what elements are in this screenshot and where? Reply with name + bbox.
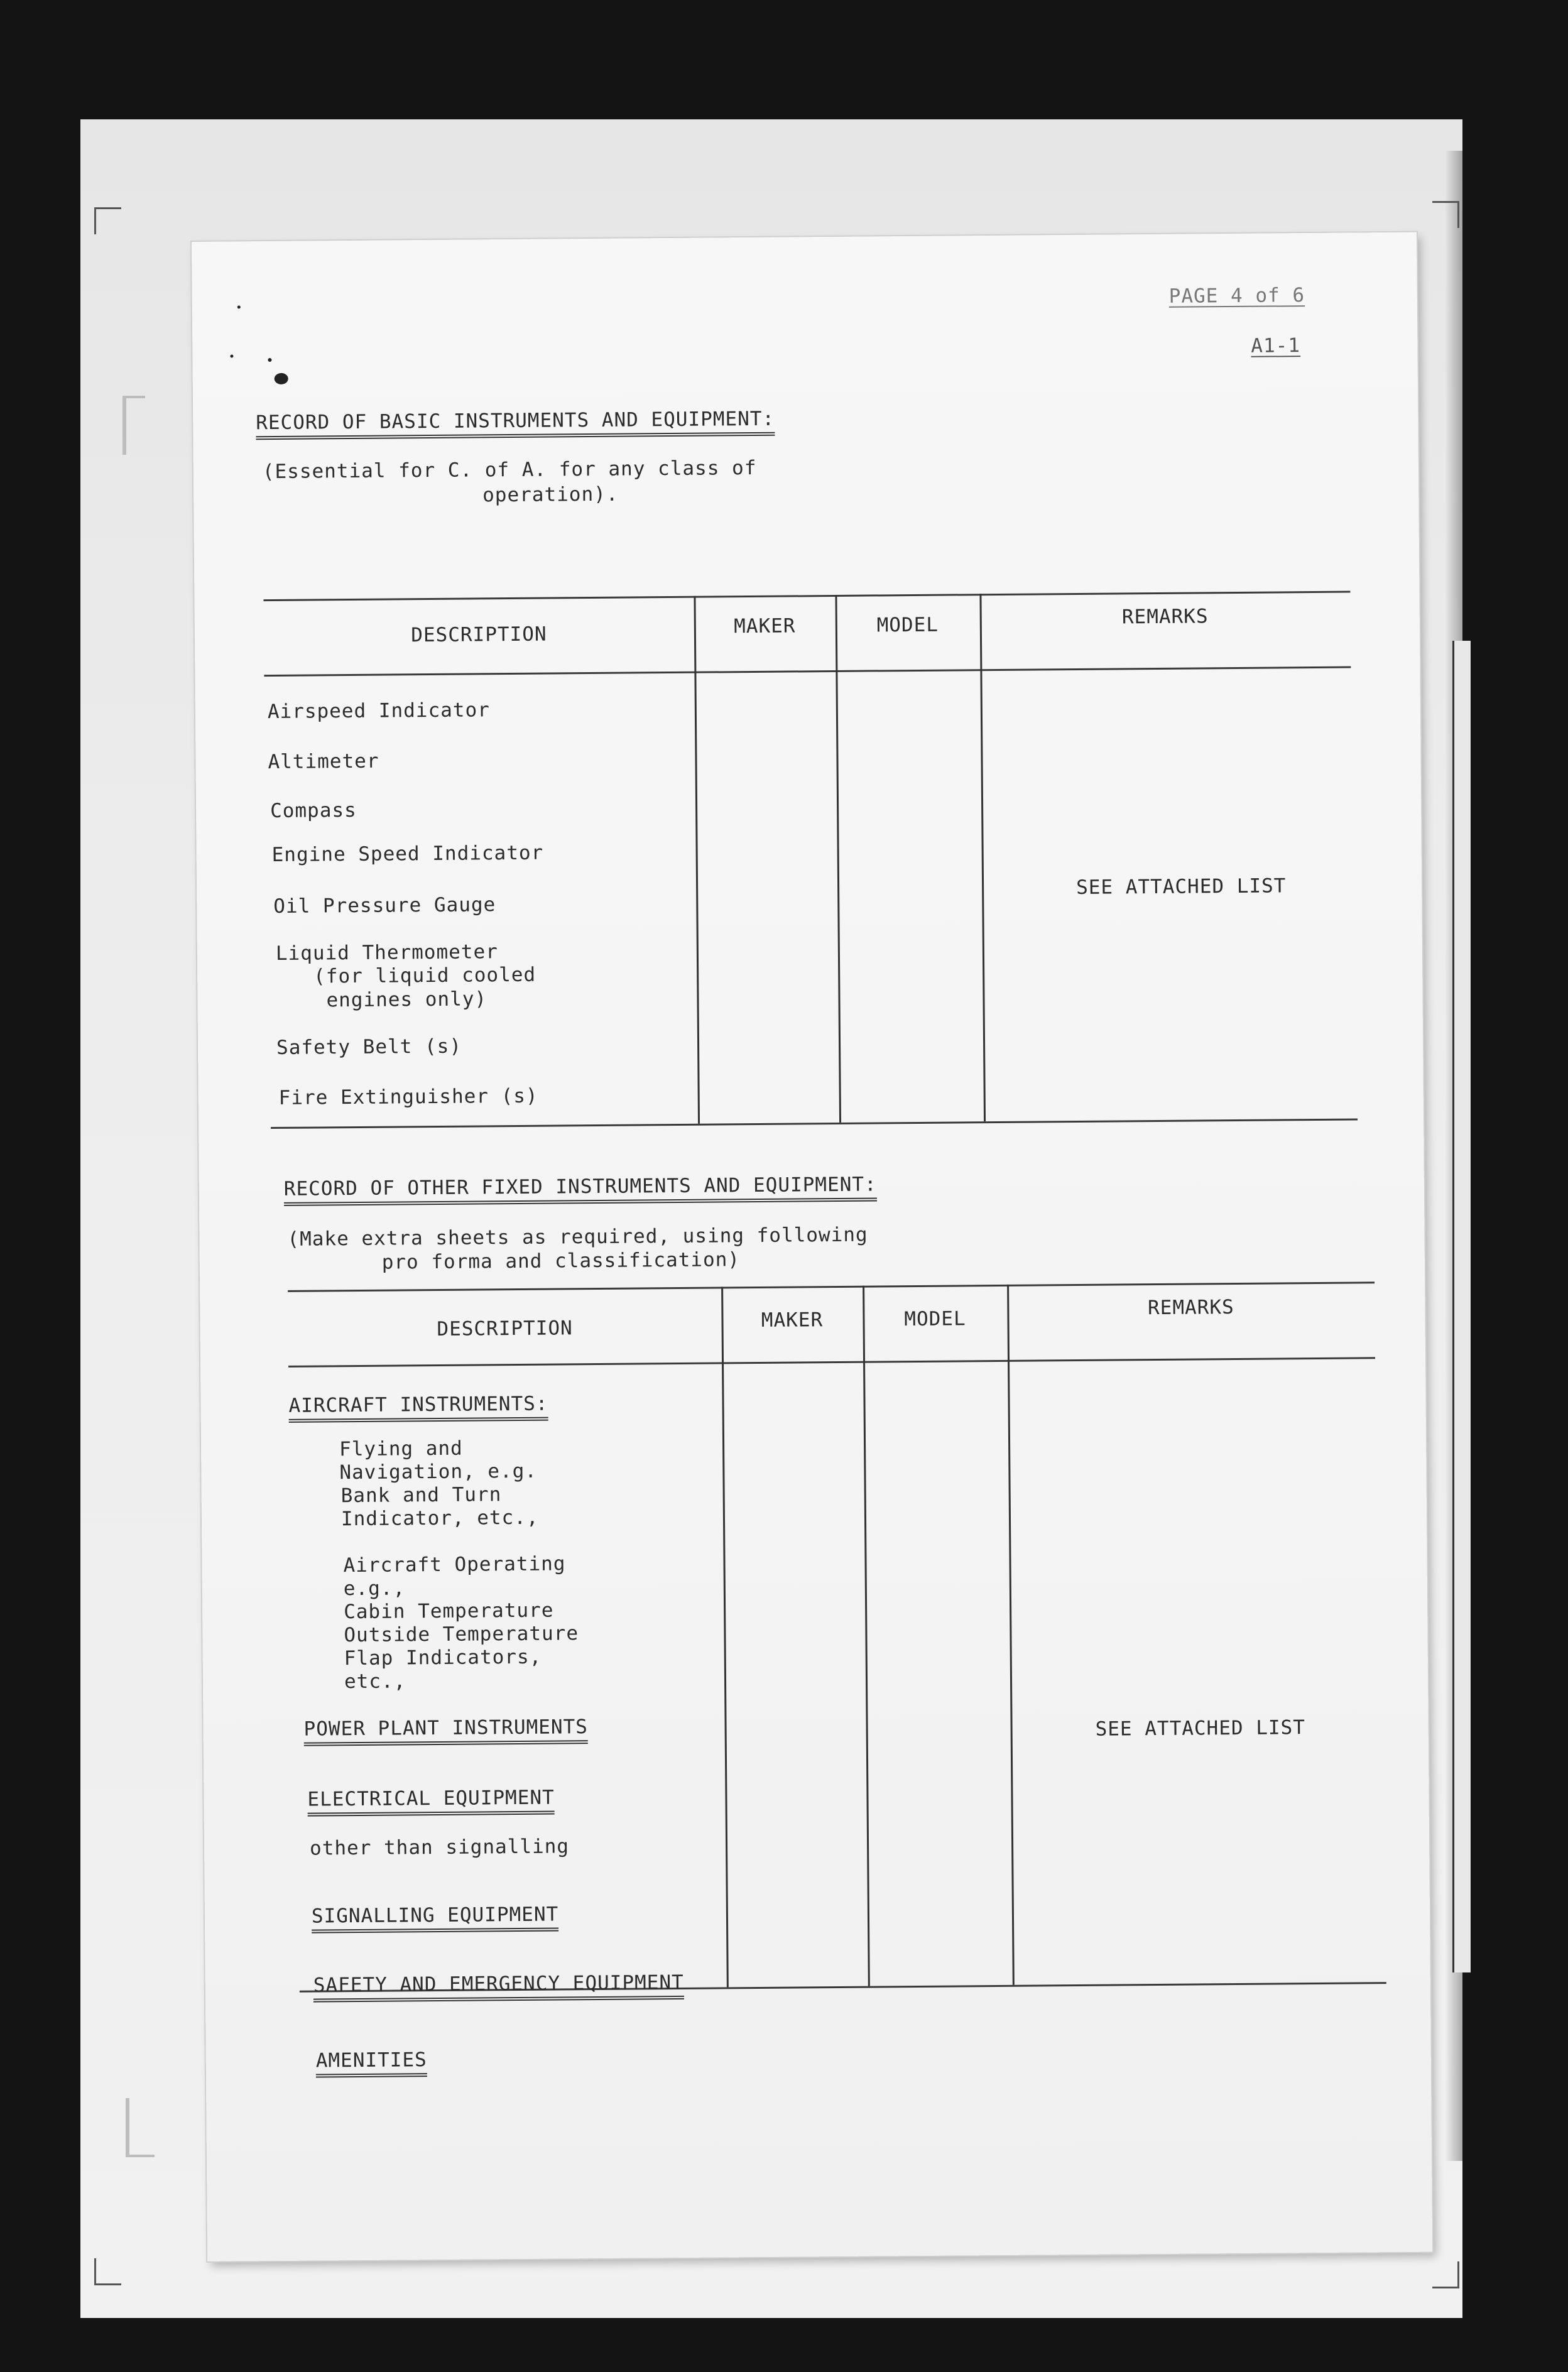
- sheet-edge-strip: [1452, 641, 1471, 1972]
- flying-line: Navigation, e.g.: [339, 1459, 538, 1484]
- section2-note-line1: (Make extra sheets as required, using following: [287, 1223, 868, 1251]
- section1-title: RECORD OF BASIC INSTRUMENTS AND EQUIPMENT:: [256, 407, 775, 440]
- section1-header-description: DESCRIPTION: [411, 623, 547, 647]
- ink-speck: [230, 354, 233, 357]
- crop-mark-top-left: [94, 207, 121, 234]
- section1-header-model: MODEL: [876, 613, 939, 637]
- section2-note-line2: pro forma and classification): [381, 1248, 741, 1274]
- section1-header-rule: [264, 666, 1351, 677]
- section2-header-description: DESCRIPTION: [437, 1317, 573, 1341]
- crop-mark-left-lower: [126, 2098, 155, 2157]
- section2-title: RECORD OF OTHER FIXED INSTRUMENTS AND EQUIPMENT:: [284, 1172, 877, 1205]
- section1-header-remarks: REMARKS: [1121, 605, 1209, 629]
- operating-line: e.g.,: [343, 1577, 406, 1601]
- ink-speck: [275, 373, 288, 384]
- crop-mark-left-upper: [122, 396, 145, 455]
- section2-remarks: SEE ATTACHED LIST: [1095, 1716, 1306, 1741]
- section2-col-divider-1: [721, 1287, 729, 1987]
- operating-line: Flap Indicators,: [344, 1645, 542, 1670]
- page-reference: PAGE 4 of 6: [1168, 284, 1305, 308]
- electrical-heading: ELECTRICAL EQUIPMENT: [307, 1786, 555, 1817]
- section1-note-line2: operation).: [482, 482, 619, 507]
- section1-item: Engine Speed Indicator: [271, 841, 544, 867]
- section1-item: Liquid Thermometer: [275, 940, 498, 965]
- operating-line: Outside Temperature: [344, 1622, 579, 1647]
- crop-mark-top-right: [1432, 201, 1459, 228]
- section1-item: engines only): [326, 987, 487, 1012]
- operating-line: Aircraft Operating: [343, 1552, 566, 1577]
- power-plant-heading: POWER PLANT INSTRUMENTS: [303, 1715, 588, 1746]
- safety-heading: SAFETY AND EMERGENCY EQUIPMENT: [313, 1971, 684, 2003]
- flying-line: Indicator, etc.,: [340, 1506, 539, 1531]
- section1-item: Airspeed Indicator: [267, 699, 490, 724]
- section1-table-top-rule: [263, 591, 1350, 602]
- section1-item: (for liquid cooled: [313, 963, 536, 988]
- section2-header-rule: [288, 1357, 1375, 1368]
- signalling-heading: SIGNALLING EQUIPMENT: [312, 1902, 559, 1933]
- section2-header-model: MODEL: [904, 1307, 966, 1331]
- section1-item: Compass: [270, 798, 357, 823]
- document-sheet: [192, 232, 1432, 2261]
- section2-header-remarks: REMARKS: [1147, 1296, 1234, 1320]
- amenities-heading: AMENITIES: [316, 2048, 427, 2077]
- section1-note-line1: (Essential for C. of A. for any class of: [262, 456, 757, 484]
- section1-col-divider-3: [979, 594, 986, 1121]
- flying-line: Flying and: [339, 1437, 463, 1461]
- section2-header-maker: MAKER: [761, 1308, 824, 1332]
- ink-speck: [268, 358, 271, 362]
- section1-remarks: SEE ATTACHED LIST: [1075, 874, 1287, 899]
- section2-table-top-rule: [288, 1281, 1375, 1292]
- flying-line: Bank and Turn: [340, 1483, 502, 1508]
- form-code: A1-1: [1251, 334, 1301, 357]
- section1-table-bottom-rule: [271, 1118, 1358, 1129]
- section2-col-divider-3: [1007, 1285, 1015, 1985]
- electrical-note: other than signalling: [309, 1835, 570, 1860]
- section2-col-divider-2: [863, 1286, 870, 1986]
- ink-speck: [237, 305, 241, 308]
- section1-item: Fire Extinguisher (s): [278, 1084, 538, 1109]
- operating-line: Cabin Temperature: [343, 1599, 554, 1624]
- section1-item: Safety Belt (s): [276, 1035, 462, 1059]
- section1-col-divider-1: [694, 596, 700, 1124]
- operating-line: etc.,: [344, 1670, 406, 1694]
- section1-item: Oil Pressure Gauge: [273, 893, 496, 918]
- section1-col-divider-2: [835, 595, 841, 1123]
- crop-mark-bottom-right: [1432, 2261, 1459, 2288]
- section1-header-maker: MAKER: [734, 614, 796, 638]
- section1-item: Altimeter: [268, 749, 379, 774]
- aircraft-instruments-heading: AIRCRAFT INSTRUMENTS:: [288, 1392, 548, 1423]
- crop-mark-bottom-left: [94, 2258, 121, 2285]
